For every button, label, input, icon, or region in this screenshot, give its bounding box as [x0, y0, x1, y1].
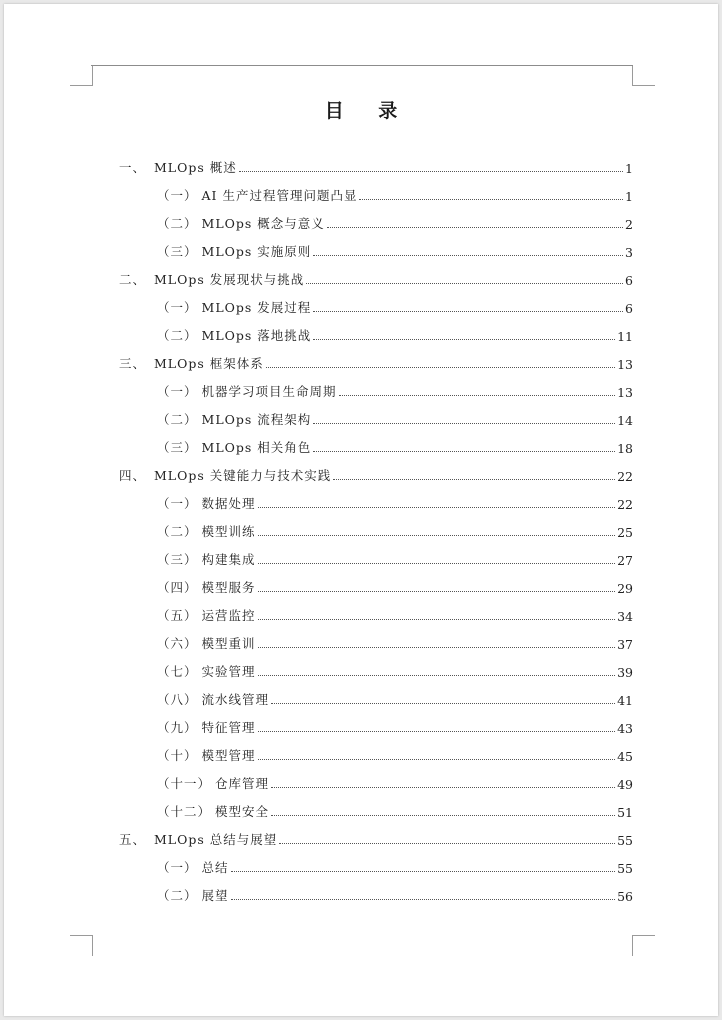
- toc-entry-label: MLOps 实施原则: [201, 244, 312, 259]
- toc-entry-label: 模型安全: [215, 804, 270, 819]
- toc-entry[interactable]: [157, 772, 633, 792]
- toc-entry-number: （六）: [157, 636, 198, 651]
- toc-dot-leader: [258, 591, 616, 592]
- toc-entry-label: 模型重训: [201, 636, 256, 651]
- toc-entry-number: （三）: [157, 244, 198, 259]
- toc-entry-number: 四、: [119, 468, 147, 483]
- toc-entry-page-number: 25: [617, 525, 633, 540]
- toc-entry[interactable]: [157, 716, 633, 736]
- toc-entry-number: （八）: [157, 692, 198, 707]
- toc-dot-leader: [279, 843, 615, 844]
- toc-dot-leader: [271, 703, 615, 704]
- toc-entry-label: MLOps 相关角色: [201, 440, 312, 455]
- toc-entry-number: （三）: [157, 552, 198, 567]
- toc-entry[interactable]: [157, 240, 633, 260]
- toc-entry-label: 运营监控: [201, 608, 256, 623]
- toc-entry-number: （二）: [157, 888, 198, 903]
- toc-entry-label: AI 生产过程管理问题凸显: [201, 188, 358, 203]
- toc-entry-number: （十二）: [157, 804, 212, 819]
- toc-entry-page-number: 14: [617, 413, 633, 428]
- toc-entry-label: 模型训练: [201, 524, 256, 539]
- toc-entry-number: （三）: [157, 440, 198, 455]
- toc-dot-leader: [306, 283, 623, 284]
- toc-entry-number: （七）: [157, 664, 198, 679]
- toc-entry-page-number: 1: [625, 161, 633, 176]
- toc-dot-leader: [313, 255, 623, 256]
- crop-mark-top-right: [632, 65, 655, 86]
- toc-entry[interactable]: [119, 268, 633, 288]
- toc-entry-page-number: 34: [617, 609, 633, 624]
- toc-entry-number: （五）: [157, 608, 198, 623]
- toc-entry[interactable]: [157, 408, 633, 428]
- toc-entry-page-number: 37: [617, 637, 633, 652]
- toc-entry-page-number: 6: [625, 273, 633, 288]
- toc-entry-page-number: 51: [617, 805, 633, 820]
- toc-dot-leader: [271, 815, 615, 816]
- toc-dot-leader: [231, 899, 616, 900]
- toc-entry-label: 实验管理: [201, 664, 256, 679]
- toc-entry[interactable]: [157, 688, 633, 708]
- toc-entry-label: MLOps 概念与意义: [201, 216, 325, 231]
- toc-entry-page-number: 45: [617, 749, 633, 764]
- toc-entry[interactable]: [119, 352, 633, 372]
- toc-entry-number: （十一）: [157, 776, 212, 791]
- toc-entry-number: （一）: [157, 300, 198, 315]
- toc-dot-leader: [258, 563, 616, 564]
- toc-entry[interactable]: [157, 380, 633, 400]
- toc-dot-leader: [258, 535, 616, 536]
- toc-entry-number: （二）: [157, 328, 198, 343]
- toc-entry-label: MLOps 框架体系: [154, 356, 264, 371]
- toc-entry-label: 总结: [201, 860, 229, 875]
- toc-entry-number: （四）: [157, 580, 198, 595]
- toc-entry[interactable]: [157, 856, 633, 876]
- toc-entry[interactable]: [157, 632, 633, 652]
- toc-entry-page-number: 6: [625, 301, 633, 316]
- toc-dot-leader: [313, 451, 615, 452]
- toc-entry-number: （二）: [157, 216, 198, 231]
- toc-entry-label: MLOps 流程架构: [201, 412, 312, 427]
- crop-mark-bottom-right: [632, 935, 655, 956]
- toc-entry-number: 三、: [119, 356, 147, 371]
- toc-entry-label: MLOps 关键能力与技术实践: [154, 468, 332, 483]
- toc-entry-number: 二、: [119, 272, 147, 287]
- toc-entry-number: （二）: [157, 524, 198, 539]
- toc-entry-page-number: 55: [617, 833, 633, 848]
- toc-entry-number: （一）: [157, 496, 198, 511]
- toc-entry-page-number: 49: [617, 777, 633, 792]
- page-title: 目 录: [324, 100, 412, 122]
- toc-entry-number: 五、: [119, 832, 147, 847]
- document-page: [4, 4, 718, 1016]
- toc-entry-label: MLOps 概述: [154, 160, 237, 175]
- toc-entry-number: （九）: [157, 720, 198, 735]
- toc-entry[interactable]: [119, 156, 633, 176]
- toc-entry-page-number: 3: [625, 245, 633, 260]
- toc-entry-number: （一）: [157, 384, 198, 399]
- toc-entry[interactable]: [157, 604, 633, 624]
- header-rule: [91, 65, 633, 66]
- toc-entry-page-number: 27: [617, 553, 633, 568]
- toc-dot-leader: [333, 479, 615, 480]
- toc-entry[interactable]: [157, 212, 633, 232]
- toc-entry[interactable]: [157, 800, 633, 820]
- toc-dot-leader: [258, 759, 616, 760]
- toc-dot-leader: [359, 199, 623, 200]
- crop-mark-bottom-left: [70, 935, 93, 956]
- toc-entry-page-number: 43: [617, 721, 633, 736]
- toc-entry-page-number: 55: [617, 861, 633, 876]
- toc-dot-leader: [258, 507, 616, 508]
- toc-entry[interactable]: [119, 464, 633, 484]
- toc-entry[interactable]: [157, 492, 633, 512]
- toc-entry-label: MLOps 发展现状与挑战: [154, 272, 305, 287]
- toc-entry[interactable]: [157, 520, 633, 540]
- toc-entry-page-number: 1: [625, 189, 633, 204]
- toc-entry-number: （一）: [157, 860, 198, 875]
- toc-entry-page-number: 22: [617, 497, 633, 512]
- toc-entry-label: 特征管理: [201, 720, 256, 735]
- toc-entry[interactable]: [119, 828, 633, 848]
- toc-entry[interactable]: [157, 884, 633, 904]
- toc-entry-page-number: 11: [617, 329, 633, 344]
- toc-entry[interactable]: [157, 660, 633, 680]
- toc-entry[interactable]: [157, 744, 633, 764]
- toc-dot-leader: [239, 171, 623, 172]
- toc-dot-leader: [327, 227, 623, 228]
- toc-entry-number: （二）: [157, 412, 198, 427]
- toc-entry[interactable]: [157, 576, 633, 596]
- toc-dot-leader: [258, 647, 616, 648]
- toc-dot-leader: [231, 871, 616, 872]
- toc-entry-page-number: 22: [617, 469, 633, 484]
- toc-entry-label: 数据处理: [201, 496, 256, 511]
- toc-entry-label: 机器学习项目生命周期: [201, 384, 337, 399]
- toc-entry[interactable]: [157, 324, 633, 344]
- toc-dot-leader: [258, 619, 616, 620]
- toc-entry-number: （十）: [157, 748, 198, 763]
- toc-dot-leader: [266, 367, 615, 368]
- toc-dot-leader: [258, 731, 616, 732]
- toc-dot-leader: [313, 311, 623, 312]
- toc-entry-label: 模型服务: [201, 580, 256, 595]
- toc-entry-label: 构建集成: [201, 552, 256, 567]
- toc-entry-page-number: 18: [617, 441, 633, 456]
- toc-entry[interactable]: [157, 548, 633, 568]
- toc-dot-leader: [313, 339, 615, 340]
- toc-dot-leader: [271, 787, 615, 788]
- toc-entry-number: （一）: [157, 188, 198, 203]
- toc-entry-label: 流水线管理: [201, 692, 270, 707]
- toc-dot-leader: [339, 395, 616, 396]
- toc-entry-number: 一、: [119, 160, 147, 175]
- toc-entry-label: MLOps 落地挑战: [201, 328, 312, 343]
- toc-entry-page-number: 13: [617, 357, 633, 372]
- toc-entry-label: MLOps 总结与展望: [154, 832, 278, 847]
- toc-entry[interactable]: [157, 296, 633, 316]
- toc-entry[interactable]: [157, 436, 633, 456]
- toc-entry-page-number: 29: [617, 581, 633, 596]
- toc-entry-page-number: 13: [617, 385, 633, 400]
- toc-entry-label: 模型管理: [201, 748, 256, 763]
- toc-entry-page-number: 39: [617, 665, 633, 680]
- toc-entry-page-number: 2: [625, 217, 633, 232]
- toc-dot-leader: [313, 423, 615, 424]
- toc-entry-label: MLOps 发展过程: [201, 300, 312, 315]
- toc-dot-leader: [258, 675, 616, 676]
- toc-entry-label: 展望: [201, 888, 229, 903]
- toc-entry-page-number: 56: [617, 889, 633, 904]
- toc-entry-page-number: 41: [617, 693, 633, 708]
- crop-mark-top-left: [70, 65, 93, 86]
- toc-entry-label: 仓库管理: [215, 776, 270, 791]
- toc-entry[interactable]: [157, 184, 633, 204]
